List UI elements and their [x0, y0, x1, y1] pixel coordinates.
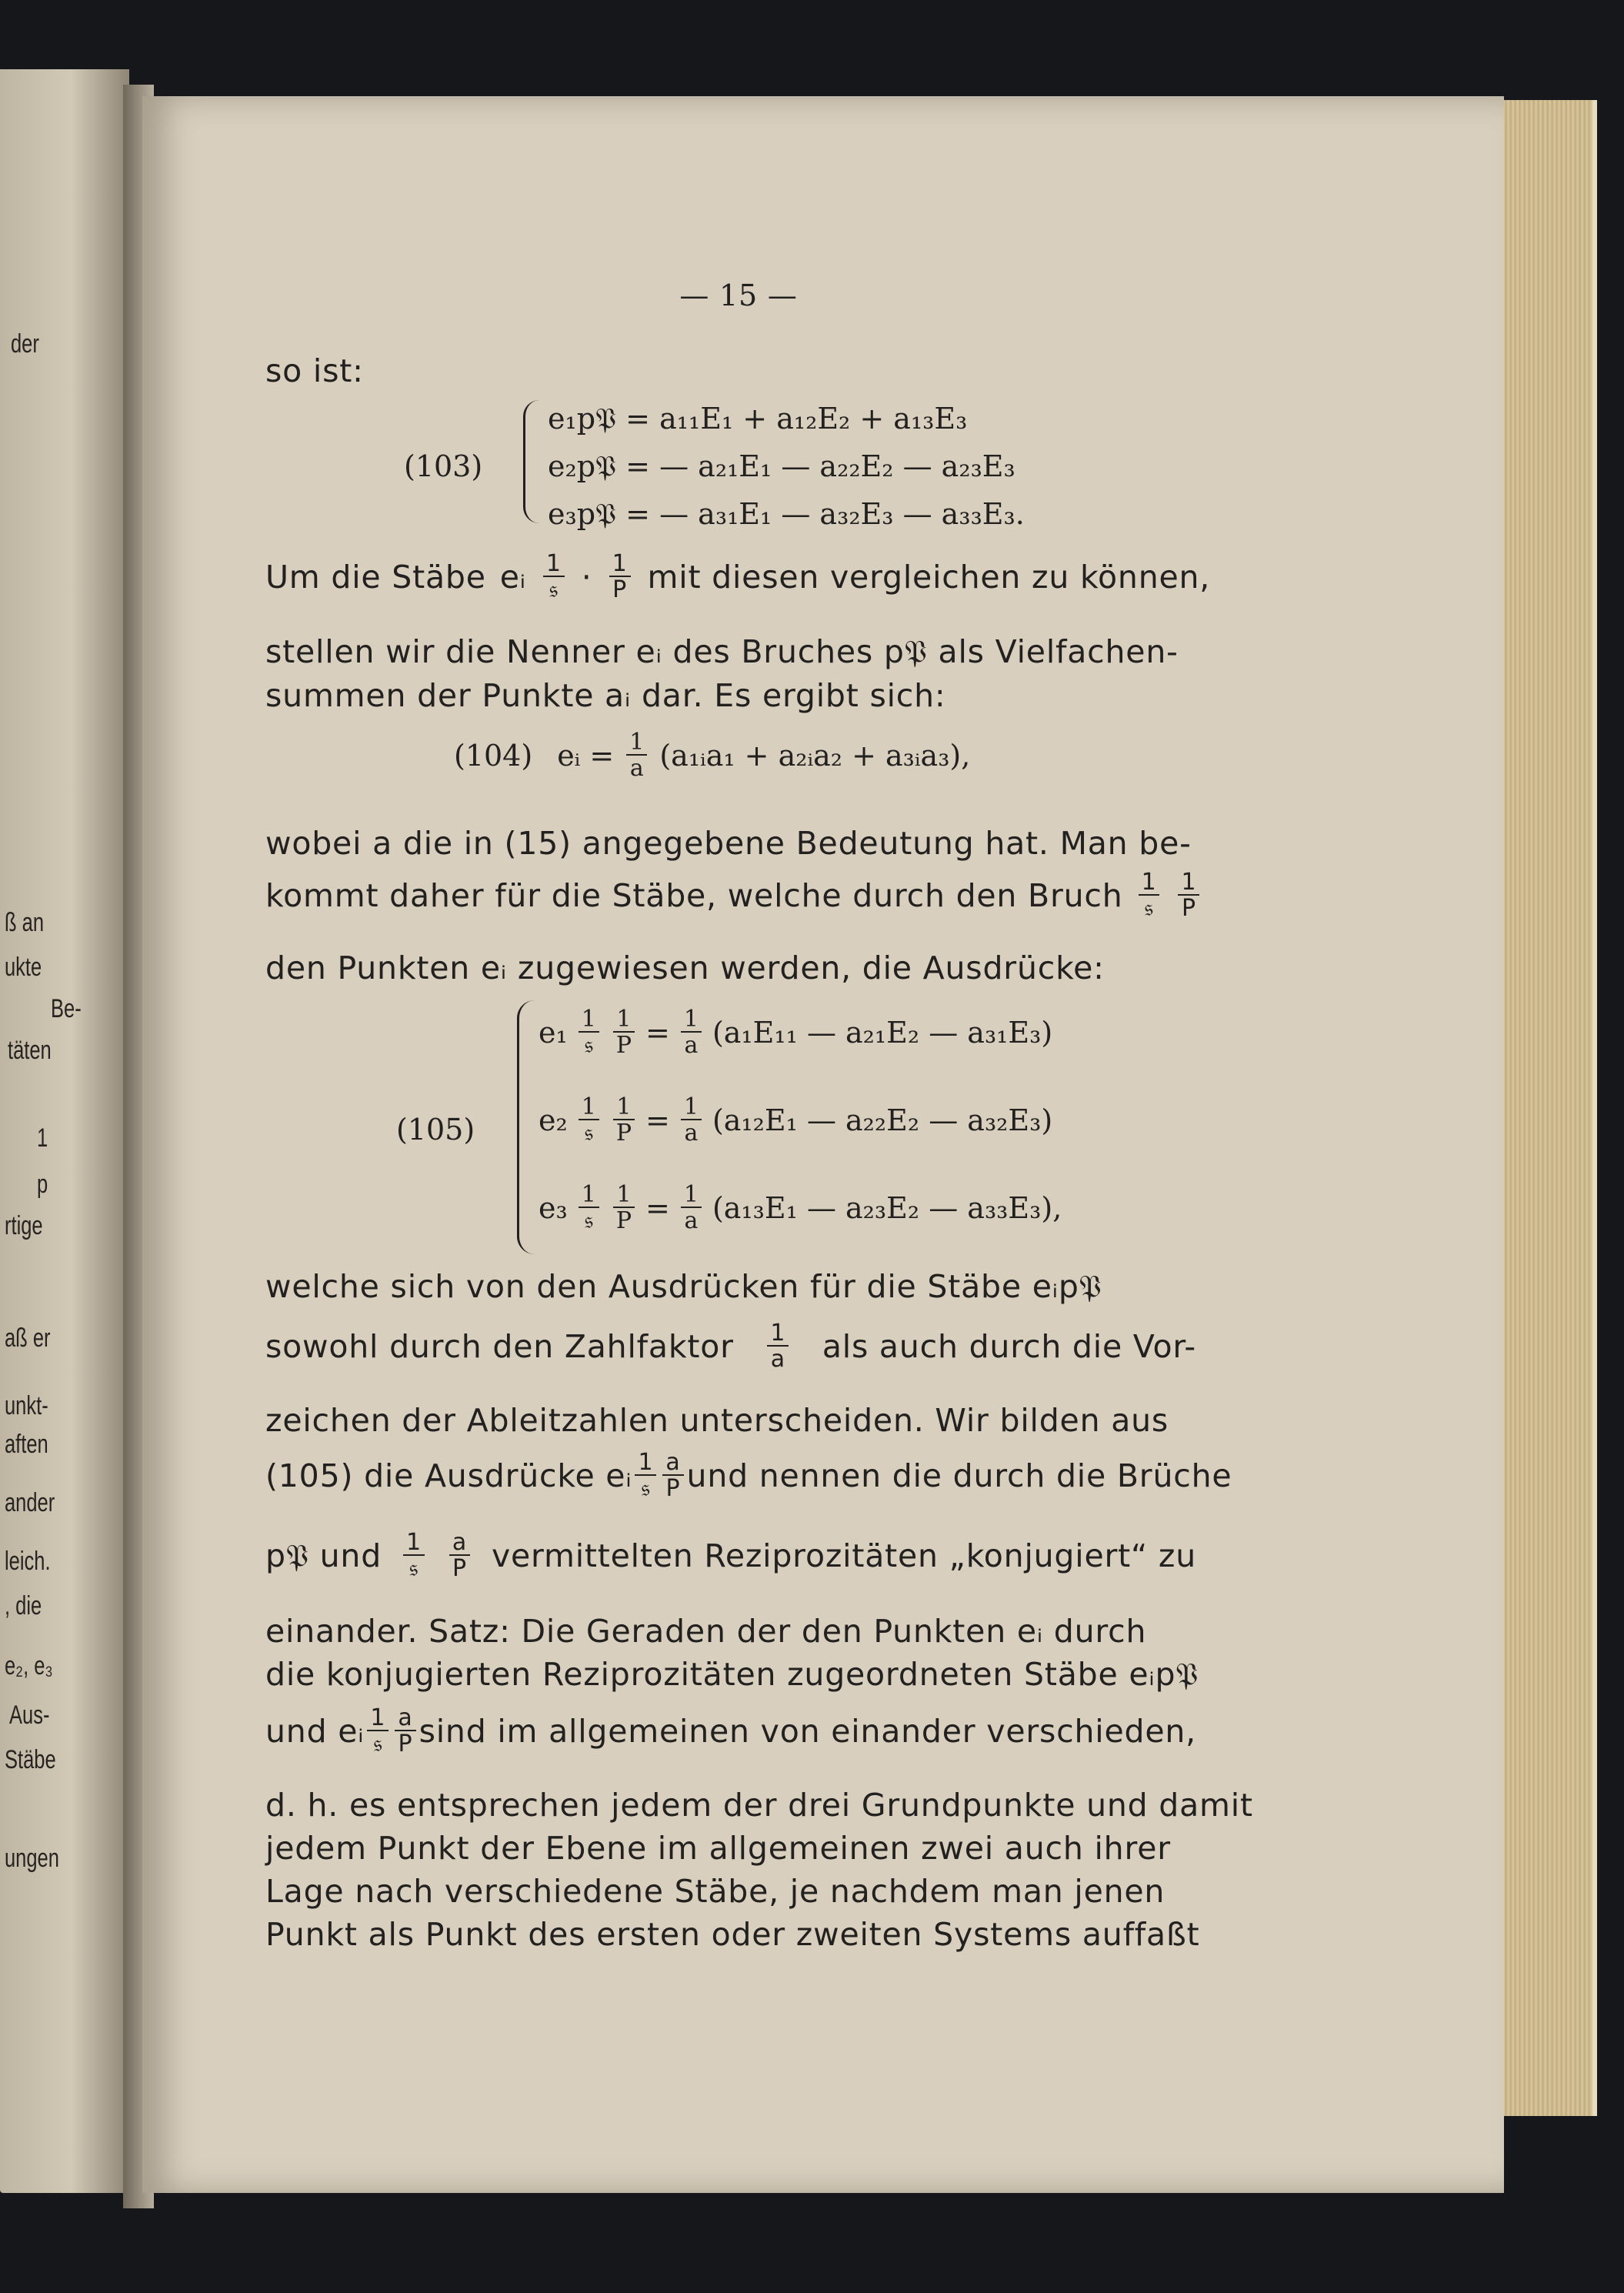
fraction: $\frac{1}{a}$ — [681, 1183, 702, 1233]
para3-line-4 — [265, 1449, 1232, 1502]
eq105-rhs: (a₁₂E₁ — a₂₂E₂ — a₃₂E₃) — [712, 1103, 1053, 1137]
para3-line-9: d. h. es entsprechen jedem der drei Grundpunkte und damit — [265, 1787, 1253, 1824]
fraction: $\frac{1}{P}$ — [609, 552, 631, 602]
eq105-lhs: e₂ — [539, 1103, 568, 1137]
para2-line-2-text: kommt daher für die Stäbe, welche durch den Bruch — [265, 877, 1123, 914]
para2-line-3: den Punkten eᵢ zugewiesen werden, die Ausdrücke: — [265, 950, 1105, 986]
brace-103 — [523, 400, 539, 523]
fraction: $\frac{a}{P}$ — [449, 1531, 470, 1580]
intro-text: so ist: — [265, 352, 364, 389]
fraction: $\frac{1}{a}$ — [681, 1008, 702, 1057]
left-fragment: Stäbe — [5, 1745, 56, 1774]
para1-line-1 — [265, 550, 1211, 603]
para3-line-10: jedem Punkt der Ebene im allgemeinen zwei auch ihrer — [265, 1830, 1171, 1867]
left-fragment: der — [11, 329, 39, 359]
page-number: — 15 — — [679, 279, 798, 312]
fraction: $\frac{1}{a}$ — [767, 1322, 789, 1371]
para1-lead: Um die Stäbe — [265, 559, 486, 596]
fraction: $\frac{1}{\text{𝔰}}$ — [403, 1531, 425, 1580]
para3-line-7: die konjugierten Reziprozitäten zugeordneten Stäbe eᵢp𝔓 — [265, 1656, 1199, 1693]
brace-105 — [517, 1000, 535, 1254]
left-fragment: p — [37, 1170, 48, 1199]
left-fragment: Be- — [51, 994, 82, 1023]
para3-text: und eᵢ — [265, 1713, 365, 1750]
equation-104 — [454, 731, 970, 780]
para3-text: und nennen die durch die Brüche — [686, 1457, 1232, 1494]
para2-line-1: wobei a die in (15) angegebene Bedeutung hat. Man be- — [265, 825, 1192, 862]
equation-number-105: (105) — [396, 1113, 475, 1146]
para2-line-2 — [265, 871, 1196, 920]
left-fragment: , die — [5, 1591, 42, 1620]
left-fragment: ander — [5, 1488, 55, 1517]
eq105-row-3 — [539, 1183, 1062, 1233]
para3-text: vermittelten Reziprozitäten „konjugiert“ zu — [491, 1537, 1196, 1574]
eq105-rhs: (a₁₃E₁ — a₂₃E₂ — a₃₃E₃), — [712, 1191, 1062, 1225]
fraction: $\frac{1}{\text{𝔰}}$ — [367, 1707, 388, 1756]
left-fragment: unkt- — [5, 1391, 48, 1420]
eq105-row-1 — [539, 1008, 1052, 1057]
para3-text: sind im allgemeinen von einander verschieden, — [419, 1713, 1196, 1750]
left-fragment: ukte — [5, 953, 42, 982]
left-page — [0, 69, 129, 2193]
fraction: $\frac{1}{a}$ — [626, 731, 647, 780]
para3-line-3: zeichen der Ableitzahlen unterscheiden. Wir bilden aus — [265, 1402, 1169, 1439]
equation-number-103: (103) — [404, 449, 483, 483]
left-fragment: ungen — [5, 1844, 59, 1873]
para3-line-5 — [265, 1531, 1196, 1580]
eq104-rhs: (a₁ᵢa₁ + a₂ᵢa₂ + a₃ᵢa₃), — [659, 739, 971, 773]
fraction: $\frac{1}{P}$ — [613, 1183, 635, 1233]
fraction: $\frac{1}{\text{𝔰}}$ — [579, 1183, 599, 1233]
equals: = — [645, 1016, 670, 1050]
fraction: $\frac{1}{\text{𝔰}}$ — [1139, 871, 1160, 920]
para1-line-3: summen der Punkte aᵢ dar. Es ergibt sich: — [265, 677, 946, 714]
left-fragment: 1 — [37, 1123, 48, 1153]
left-fragment: aß er — [5, 1323, 51, 1353]
para1-symbol: eᵢ — [499, 559, 526, 596]
fraction: $\frac{a}{P}$ — [662, 1451, 683, 1500]
eq105-lhs: e₃ — [539, 1191, 568, 1225]
para3-line-11: Lage nach verschiedene Stäbe, je nachdem man jenen — [265, 1873, 1165, 1910]
fraction: $\frac{1}{P}$ — [613, 1096, 635, 1145]
eq105-row-2 — [539, 1093, 1053, 1146]
equals: = — [645, 1191, 670, 1225]
para3-line-2 — [265, 1322, 1196, 1371]
fraction: $\frac{1}{\text{𝔰}}$ — [579, 1096, 599, 1145]
para1-line-2: stellen wir die Nenner eᵢ des Bruches p𝔓 als Vielfachen- — [265, 633, 1179, 670]
dot: · — [581, 559, 592, 596]
eq105-rhs: (a₁E₁₁ — a₂₁E₂ — a₃₁E₃) — [712, 1016, 1053, 1050]
fraction: $\frac{1}{\text{𝔰}}$ — [543, 552, 565, 602]
fraction: $\frac{a}{P}$ — [395, 1707, 415, 1756]
para3-text: p𝔓 und — [265, 1537, 382, 1574]
left-fragment: e₂, e₃ — [5, 1651, 53, 1681]
left-fragment: Aus- — [9, 1701, 50, 1730]
fraction: $\frac{1}{\text{𝔰}}$ — [579, 1008, 599, 1057]
fraction: $\frac{1}{\text{𝔰}}$ — [635, 1451, 656, 1500]
para1-tail: mit diesen vergleichen zu können, — [647, 559, 1211, 596]
para3-line-12: Punkt als Punkt des ersten oder zweiten Systems auffaßt — [265, 1916, 1200, 1953]
para3-text: sowohl durch den Zahlfaktor — [265, 1328, 734, 1365]
eq104-lhs: eᵢ = — [557, 739, 615, 773]
left-fragment: leich. — [5, 1547, 51, 1576]
para3-line-1: welche sich von den Ausdrücken für die Stäbe eᵢp𝔓 — [265, 1268, 1102, 1305]
para3-text: als auch durch die Vor- — [822, 1328, 1196, 1365]
eq103-row-1: e₁p𝔓 = a₁₁E₁ + a₁₂E₂ + a₁₃E₃ — [548, 402, 968, 436]
para3-line-6: einander. Satz: Die Geraden der den Punkten eᵢ durch — [265, 1613, 1147, 1650]
para3-text: (105) die Ausdrücke eᵢ — [265, 1457, 632, 1494]
fraction: $\frac{1}{P}$ — [613, 1008, 635, 1057]
left-fragment: ß an — [5, 908, 45, 937]
fraction: $\frac{1}{a}$ — [681, 1096, 702, 1145]
eq103-row-3: e₃p𝔓 = — a₃₁E₁ — a₃₂E₃ — a₃₃E₃. — [548, 497, 1025, 531]
left-fragment: täten — [8, 1036, 52, 1065]
para3-line-8 — [265, 1704, 1196, 1757]
fraction: $\frac{1}{P}$ — [1178, 871, 1199, 920]
eq105-lhs: e₁ — [539, 1016, 568, 1050]
equation-number-104: (104) — [454, 739, 533, 773]
eq103-row-2: e₂p𝔓 = — a₂₁E₁ — a₂₂E₂ — a₂₃E₃ — [548, 449, 1015, 483]
left-fragment: aften — [5, 1430, 48, 1459]
page-edge — [1492, 100, 1597, 2116]
left-fragment: rtige — [5, 1211, 43, 1240]
equals: = — [645, 1103, 670, 1137]
